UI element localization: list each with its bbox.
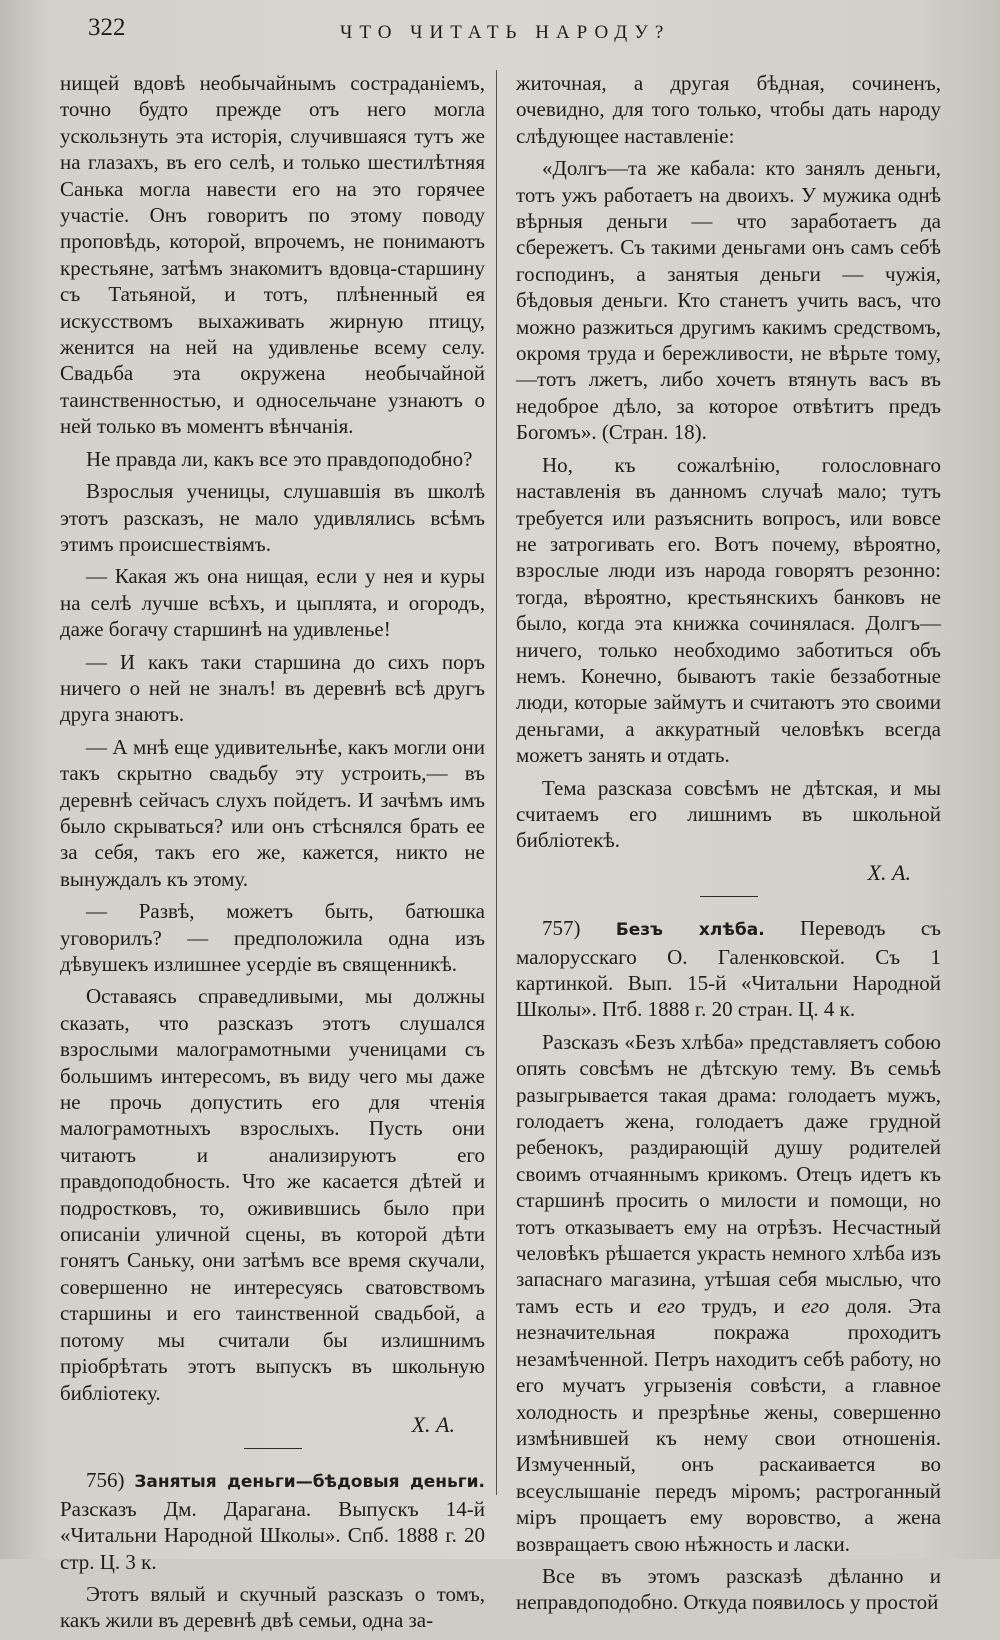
right-column (516, 70, 941, 1622)
paragraph: нищей вдовѣ необычайнымъ состраданіемъ, точно будто прежде отъ него могла ускользнуть эта исторія, случившаяся тутъ же на глазахъ, въ его селѣ, и только шестилѣтняя Санька могла навести его на это горячее участіе. Онъ говоритъ по этому поводу проповѣдь, которой, впрочемъ, не понимаютъ крестьяне, затѣмъ знакомитъ вдовца-старшину съ Татьяной, и тотъ, плѣненный ея искусствомъ выхаживать жирную птицу, женится на ней на удивленье всему селу. Свадьба эта окружена необычайной таинственностью, и односельчане узнаютъ о ней только въ моментъ вѣнчанія. (60, 71, 485, 439)
paragraph: Не правда ли, какъ все это правдоподобно? (86, 446, 473, 471)
running-title: ЧТО ЧИТАТЬ НАРОДУ? (340, 22, 671, 43)
entry-details: Переводъ съ малорусскаго О. Галенковской. Съ 1 картинкой. Вып. 15-й «Читальни Народной Школы». Птб. 1888 г. 20 стран. Ц. 4 к. (516, 916, 941, 1022)
entry-heading-756 (60, 1467, 485, 1575)
entry-number: 757) (542, 916, 581, 941)
dialogue-line: — Развѣ, можетъ быть, батюшка уговорилъ? — предположила одна изъ дѣвушекъ излишнее усердіе въ священникѣ. (60, 899, 485, 976)
dialogue-line: — А мнѣ еще удивительнѣе, какъ могли они такъ скрытно свадьбу эту устроить,— въ деревнѣ сейчасъ слухъ пойдетъ. И зачѣмъ имъ было скрываться? или онъ стѣснялся брать ее за себя, такъ его же, кажется, никто не вынуждалъ къ этому. (60, 734, 485, 891)
paragraph: Взрослыя ученицы, слушавшія въ школѣ этотъ разсказъ, не мало удивлялись всѣмъ этимъ происшествіямъ. (60, 479, 485, 556)
paragraph: Тема разсказа совсѣмъ не дѣтская, и мы считаемъ его лишнимъ въ школьной библіотекѣ. (516, 775, 941, 853)
paragraph (516, 1029, 941, 1557)
text-run: Разсказъ «Безъ хлѣба» представляетъ собою опять совсѣмъ не дѣтскую тему. Въ семьѣ разыгрывается такая драма: голодаетъ мужъ, голодаетъ жена, голодаетъ даже грудной ребенокъ, раздирающій душу родителей своимъ отчаяннымъ крикомъ. Отецъ идетъ къ старшинѣ просить о милости и помощи, но тотъ отказываетъ ему на отрѣзъ. Несчастный человѣкъ рѣшается украсть немного хлѣба изъ запаснаго магазина, утѣшая себя мыслью, что тамъ есть и (516, 1029, 941, 1318)
dialogue-line: — И какъ таки старшина до сихъ поръ ничего о ней не зналъ! въ деревнѣ всѣ другъ друга знаютъ. (60, 649, 485, 727)
paragraph: Все въ этомъ разсказѣ дѣланно и неправдоподобно. Откуда появилось у простой (516, 1563, 941, 1615)
section-divider (700, 896, 758, 897)
italic-word: его (657, 1293, 686, 1318)
entry-details: Разсказъ Дм. Дарагана. Выпускъ 14-й «Читальни Народной Школы». Спб. 1888 г. 20 стр. Ц. 3 к. (60, 1496, 485, 1574)
text-run: доля. Эта незначительная покража проходитъ незамѣченной. Петръ находитъ себѣ работу, но его мучатъ угрызенія совѣсти, а главное холодность и презрѣнье жены, совершенно измѣнившей къ нему свои отношенія. Измученный, онъ раскаивается во всеуслышаніе передъ міромъ; растроганный міръ прощаетъ ему воровство, а жена возвращаетъ свою нѣжность и ласки. (516, 1293, 942, 1556)
author-signature: Х. А. (867, 859, 911, 885)
text-run: трудъ, и (701, 1293, 785, 1318)
dialogue-line: — Какая жъ она нищая, если у нея и куры на селѣ лучше всѣхъ, и цыплята, и огородъ, даже богачу старшинѣ на удивленье! (60, 564, 485, 642)
section-divider (244, 1448, 302, 1449)
entry-title: Занятыя деньги—бѣдовыя деньги. (134, 1472, 486, 1493)
column-divider (496, 70, 497, 1495)
paragraph: Этотъ вялый и скучный разсказъ о томъ, какъ жили въ деревнѣ двѣ семьи, одна за- (60, 1581, 485, 1633)
italic-word: его (801, 1293, 830, 1318)
paragraph: Оставаясь справедливыми, мы должны сказать, что разсказъ этотъ слушался взрослыми малограмотными ученицами съ большимъ интересомъ, въ виду чего мы даже не прочь допустить его для чтенія малограмотныхъ взрослыхъ. Пусть они читаютъ и анализируютъ его правдоподобность. Что же касается дѣтей и подростковъ, то, оживившись было при описаніи уличной сцены, въ которой дѣти гонятъ Саньку, они затѣмъ все время скучали, совершенно не интересуясь сватовствомъ старшины и его таинственной свадьбой, а потому мы считали бы излишнимъ пріобрѣтать этотъ выпускъ въ школьную библіотеку. (60, 984, 485, 1405)
author-signature: Х. А. (411, 1411, 455, 1437)
paragraph: Но, къ сожалѣнію, голословнаго наставленія въ данномъ случаѣ мало; тутъ требуется или разъяснить вопросъ, или вовсе не затрогивать его. Вотъ почему, вѣроятно, взрослые люди изъ народа говорятъ резонно: тогда, вѣроятно, крестьянскихъ банковъ не было, когда эта книжка сочинялася. Долгъ— ничего, только необходимо заботиться объ немъ. Конечно, бываютъ такіе беззаботные люди, которые займутъ и считаютъ это своими деньгами, а аккуратный человѣкъ всегда можетъ занять и отдать. (516, 452, 941, 768)
entry-number: 756) (86, 1468, 125, 1493)
quotation: «Долгъ—та же кабала: кто занялъ деньги, тотъ ужъ работаетъ на двоихъ. У мужика однѣ вѣрныя деньги — что заработаетъ да сбережетъ. Съ такими деньгами онъ самъ себѣ господинъ, а занятыя деньги — чужія, бѣдовыя деньги. Кто станетъ учить васъ, что можно разжиться другимъ какимъ средствомъ, окромя труда и бережливости, не вѣрьте тому,—тотъ лжетъ, либо хочетъ втянуть васъ въ недоброе дѣло, за которое отвѣтитъ предъ Богомъ». (Стран. 18). (516, 156, 941, 445)
entry-heading-757 (516, 915, 941, 1023)
paragraph: житочная, а другая бѣдная, сочиненъ, очевидно, для того только, чтобы дать народу слѣдующее наставленіе: (516, 71, 941, 148)
entry-title: Безъ хлѣба. (615, 920, 765, 941)
left-column (60, 70, 485, 1640)
page-number: 322 (88, 14, 126, 41)
